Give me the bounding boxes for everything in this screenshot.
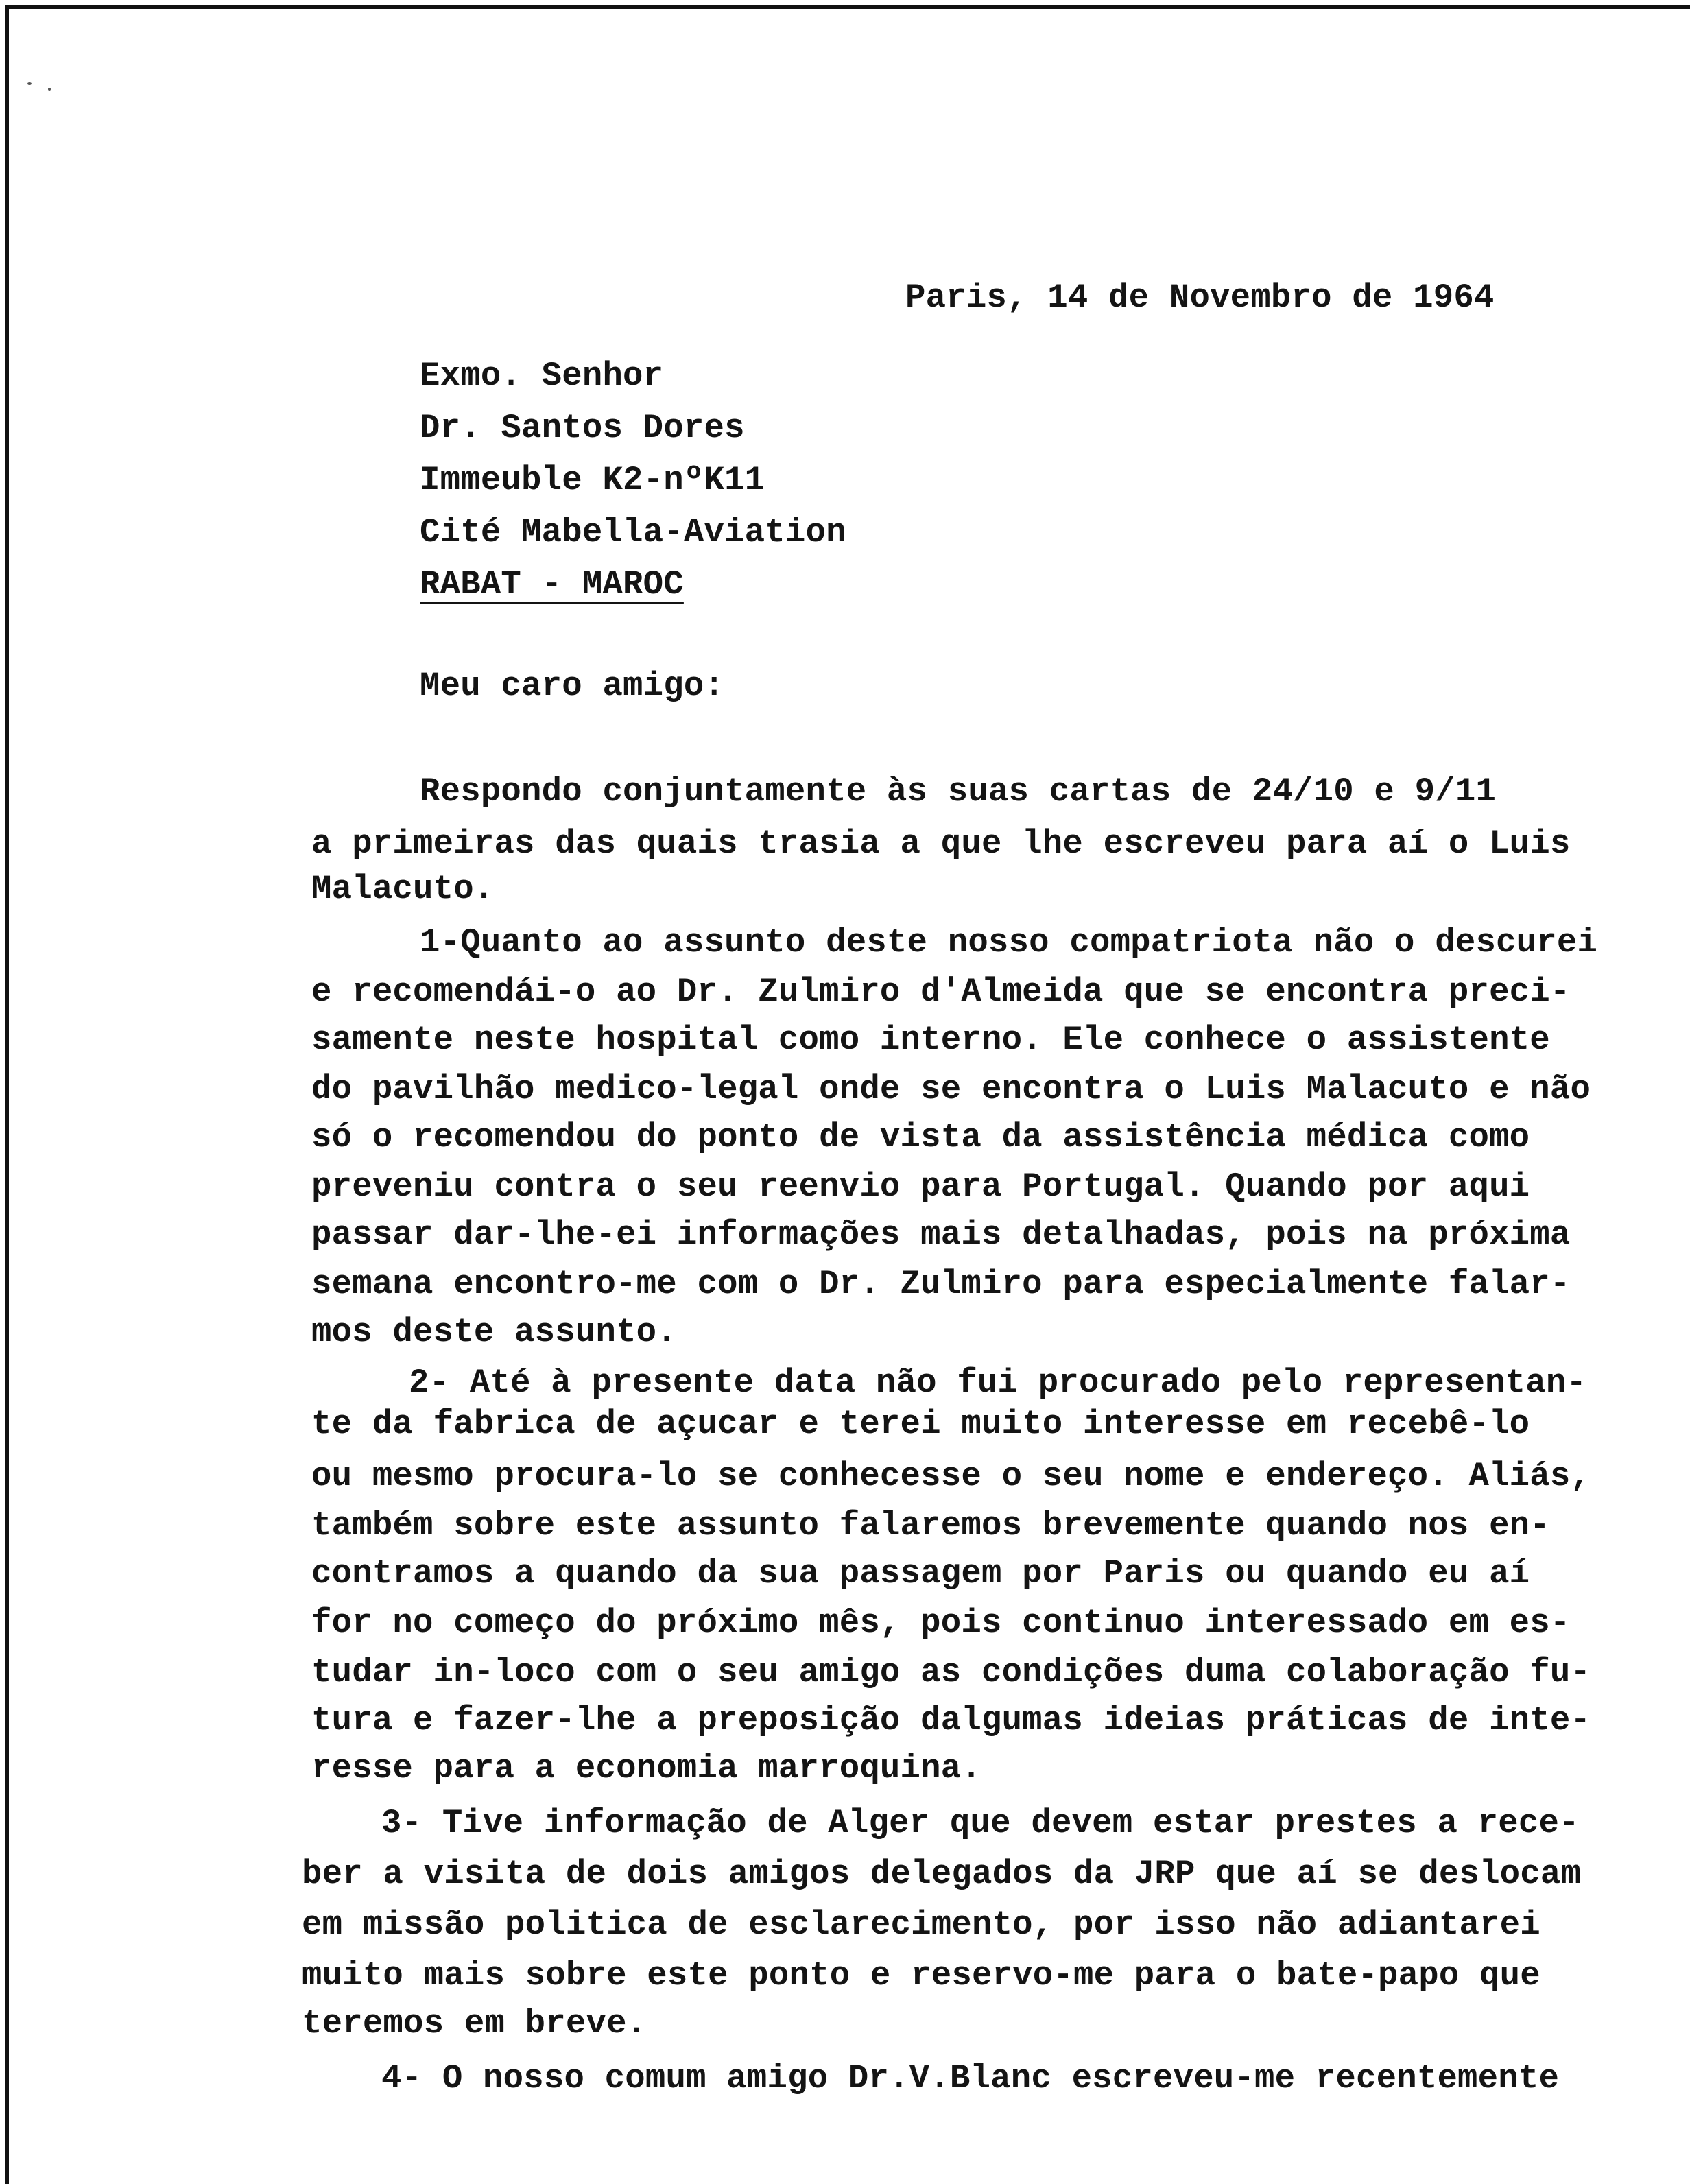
body-line: e recomendái-o ao Dr. Zulmiro d'Almeida que se encontra preci- bbox=[311, 973, 1571, 1011]
body-line: a primeiras das quais trasia a que lhe escreveu para aí o Luis bbox=[311, 824, 1571, 863]
body-line: mos deste assunto. bbox=[311, 1313, 677, 1351]
address-line-building: Immeuble K2-nºK11 bbox=[420, 461, 765, 499]
dateline: Paris, 14 de Novembro de 1964 bbox=[905, 278, 1495, 317]
body-line: 1-Quanto ao assunto deste nosso compatriota não o descurei bbox=[420, 923, 1598, 962]
address-line-street: Cité Mabella-Aviation bbox=[420, 513, 846, 551]
page-border-left bbox=[5, 5, 9, 2184]
address-line-name: Dr. Santos Dores bbox=[420, 409, 745, 447]
body-line: contramos a quando da sua passagem por Paris ou quando eu aí bbox=[311, 1554, 1530, 1593]
body-line: te da fabrica de açucar e terei muito interesse em recebê-lo bbox=[311, 1405, 1530, 1443]
body-line: passar dar-lhe-ei informações mais detalhadas, pois na próxima bbox=[311, 1215, 1571, 1254]
body-line: do pavilhão medico-legal onde se encontra o Luis Malacuto e não bbox=[311, 1070, 1591, 1108]
body-line: for no começo do próximo mês, pois continuo interessado em es- bbox=[311, 1604, 1571, 1642]
body-line: muito mais sobre este ponto e reservo-me para o bate-papo que bbox=[302, 1956, 1540, 1995]
body-line: 3- Tive informação de Alger que devem estar prestes a rece- bbox=[381, 1804, 1580, 1842]
paper-speck bbox=[48, 88, 51, 91]
body-line: só o recomendou do ponto de vista da assistência médica como bbox=[311, 1118, 1530, 1156]
address-line-city: RABAT - MAROC bbox=[420, 565, 684, 604]
body-line: ou mesmo procura-lo se conhecesse o seu nome e endereço. Aliás, bbox=[311, 1457, 1591, 1495]
body-line: Malacuto. bbox=[311, 870, 495, 908]
address-line-salutation-title: Exmo. Senhor bbox=[420, 357, 664, 395]
body-line: 4- O nosso comum amigo Dr.V.Blanc escreveu-me recentemente bbox=[381, 2059, 1560, 2098]
body-line: em missão politica de esclarecimento, por isso não adiantarei bbox=[302, 1906, 1540, 1944]
paper-speck bbox=[27, 82, 32, 85]
body-line: resse para a economia marroquina. bbox=[311, 1749, 981, 1788]
salutation: Meu caro amigo: bbox=[420, 667, 725, 705]
body-line: preveniu contra o seu reenvio para Portugal. Quando por aqui bbox=[311, 1167, 1530, 1206]
body-line: semana encontro-me com o Dr. Zulmiro para especialmente falar- bbox=[311, 1265, 1571, 1303]
body-line: tudar in-loco com o seu amigo as condições duma colaboração fu- bbox=[311, 1653, 1591, 1692]
body-line: 2- Até à presente data não fui procurado pelo representan- bbox=[409, 1364, 1587, 1402]
body-line: tura e fazer-lhe a preposição dalgumas ideias práticas de inte- bbox=[311, 1701, 1591, 1740]
body-line: samente neste hospital como interno. Ele conhece o assistente bbox=[311, 1021, 1550, 1059]
body-line: Respondo conjuntamente às suas cartas de 24/10 e 9/11 bbox=[420, 772, 1497, 811]
body-line: teremos em breve. bbox=[302, 2004, 647, 2043]
body-line: ber a visita de dois amigos delegados da JRP que aí se deslocam bbox=[302, 1855, 1582, 1893]
page-border-top bbox=[5, 5, 1690, 9]
body-line: também sobre este assunto falaremos brevemente quando nos en- bbox=[311, 1506, 1550, 1545]
